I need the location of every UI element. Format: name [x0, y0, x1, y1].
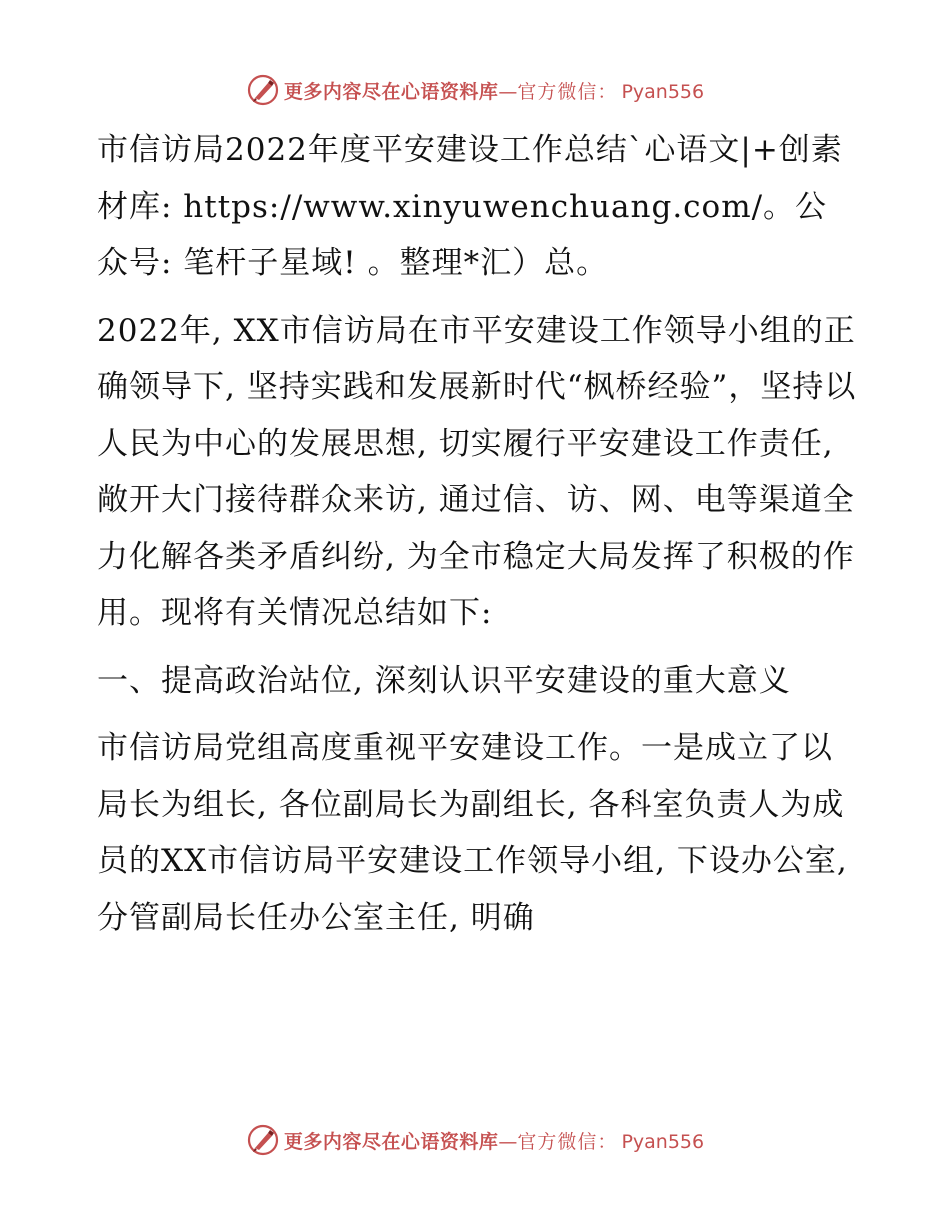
watermark-lead-text: 更多内容尽在心语资料库 [283, 1130, 499, 1153]
watermark-label: 官方微信： [517, 1130, 618, 1153]
watermark-banner-bottom [0, 1120, 950, 1160]
watermark-account: Pyan556 [621, 1130, 705, 1153]
watermark-banner-top [0, 70, 950, 110]
document-body [97, 122, 857, 957]
watermark-separator: — [498, 1130, 518, 1153]
watermark-separator: — [498, 80, 518, 103]
pen-logo-icon [246, 1123, 280, 1157]
section-heading: 一、提高政治站位, 深刻认识平安建设的重大意义 [97, 662, 791, 699]
watermark-account: Pyan556 [621, 80, 705, 103]
document-title-paragraph: 市信访局2022年度平安建设工作总结`心语文|+创素材库: https://www.xinyuwenchuang.com/。公众号: 笔杆子星域! 。整理*汇）总。 [97, 132, 843, 281]
watermark-label: 官方微信： [517, 80, 618, 103]
watermark-lead-text: 更多内容尽在心语资料库 [283, 80, 499, 103]
intro-paragraph: 2022年, XX市信访局在市平安建设工作领导小组的正确领导下, 坚持实践和发展新时代“枫桥经验”，坚持以人民为中心的发展思想, 切实履行平安建设工作责任, 敞开大门接待群众来访, 通过信、访、网、电等渠道全力化解各类矛盾纠纷, 为全市稳定大局发挥了积极的作用。现将有关情况总结如下: [97, 312, 857, 631]
body-paragraph: 市信访局党组高度重视平安建设工作。一是成立了以局长为组长, 各位副局长为副组长, 各科室负责人为成员的XX市信访局平安建设工作领导小组, 下设办公室, 分管副局长任办公室主任, 明确 [97, 730, 848, 936]
pen-logo-icon [246, 73, 280, 107]
